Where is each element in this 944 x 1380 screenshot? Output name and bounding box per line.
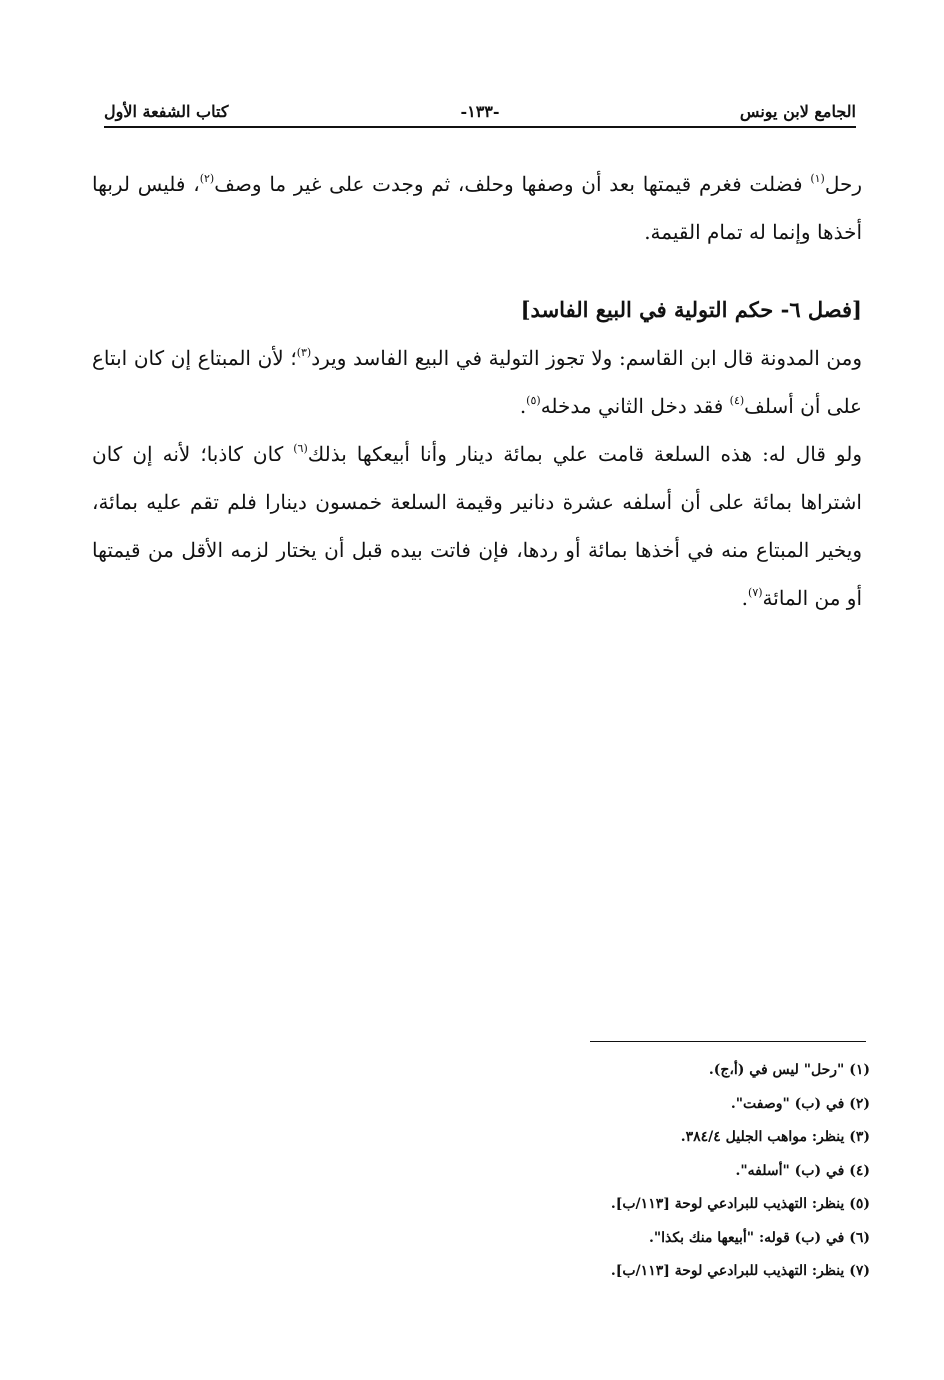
footnote-ref-4: (٤) bbox=[729, 394, 745, 407]
p3-text-1: ولو قال له: هذه السلعة قامت علي بمائة دينار وأنا أبيعكها بذلك bbox=[307, 442, 862, 466]
header-chapter-title: كتاب الشفعة الأول bbox=[104, 102, 229, 121]
footnote-separator bbox=[590, 1041, 866, 1042]
footnote-7: (٧) ينظر: التهذيب للبرادعي لوحة [١١٣/ب]. bbox=[610, 1263, 870, 1279]
paragraph-3 bbox=[92, 430, 862, 622]
footnote-1: (١) "رحل" ليس في (أ،ج). bbox=[708, 1062, 870, 1078]
footnote-2: (٢) في (ب) "وصفت". bbox=[730, 1095, 870, 1112]
footnote-5: (٥) ينظر: التهذيب للبرادعي لوحة [١١٣/ب]. bbox=[610, 1196, 870, 1212]
p2-text-3: فقد دخل الثاني مدخله bbox=[540, 394, 730, 418]
footnote-ref-7: (٧) bbox=[748, 586, 763, 599]
footnote-ref-1: (١) bbox=[810, 172, 825, 185]
paragraph-2 bbox=[92, 334, 862, 430]
footnote-ref-2: (٢) bbox=[199, 172, 215, 185]
p3-text-2: كان كاذبا؛ لأنه إن كان اشتراها بمائة على أن أسلفه عشرة دنانير وقيمة السلعة خمسون دينارا فلم تقم عليه بمائة، ويخير المبتاع منه في أخذها بمائة أو ردها، فإن فاتت بيده قبل أن يختار لزمه الأقل من قيمتها أو من المائة bbox=[92, 442, 862, 610]
p1-text-3: ، فليس لربها أخذها وإنما له تمام القيمة. bbox=[92, 172, 862, 244]
header-rule bbox=[104, 126, 856, 128]
paragraph-1 bbox=[92, 160, 862, 256]
p2-text-4: . bbox=[519, 394, 527, 418]
footnotes bbox=[170, 1056, 870, 1291]
footnote-ref-5: (٥) bbox=[526, 394, 541, 407]
footnote-ref-3: (٣) bbox=[296, 346, 312, 359]
p2-text-2: ؛ لأن المبتاع إن كان ابتاع على أن أسلف bbox=[92, 346, 862, 418]
running-header bbox=[104, 102, 856, 126]
p3-text-3: . bbox=[741, 586, 749, 610]
footnote-6: (٦) في (ب) قوله: "أبيعها منك بكذا". bbox=[648, 1229, 870, 1246]
footnote-ref-6: (٦) bbox=[293, 442, 308, 455]
footnote-3: (٣) ينظر: مواهب الجليل ٣٨٤/٤. bbox=[680, 1129, 870, 1145]
p1-text-2: فضلت فغرم قيمتها بعد أن وصفها وحلف، ثم وجدت على غير ما وصف bbox=[214, 172, 811, 196]
header-book-title: الجامع لابن يونس bbox=[739, 102, 856, 121]
main-text bbox=[92, 160, 862, 622]
section-heading: [فصل ٦- حكم التولية في البيع الفاسد] bbox=[520, 297, 862, 322]
p1-text-1: رحل bbox=[824, 172, 862, 196]
page-number: -١٣٣- bbox=[460, 102, 500, 121]
footnote-4: (٤) في (ب) "أسلفه". bbox=[735, 1162, 870, 1179]
p2-text-1: ومن المدونة قال ابن القاسم: ولا تجوز التولية في البيع الفاسد ويرد bbox=[311, 346, 862, 370]
